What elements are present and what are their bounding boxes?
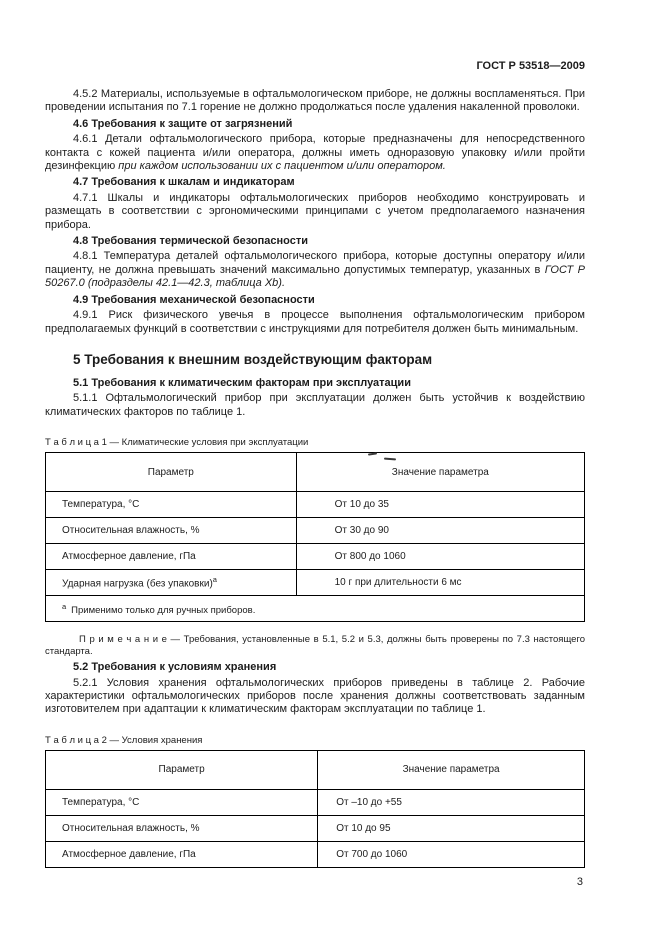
table-1-caption: [45, 437, 585, 448]
table-row: [46, 544, 585, 570]
parameter-cell: Температура, °С: [46, 492, 297, 518]
paragraph-5-2-1: 5.2.1 Условия хранения офтальмологических приборов приведены в таблице 2. Рабочие характеристики офтальмологических приборов после хранения должны соответствовать заданным изготовителем при адаптации к климатическим факторам эксплуатации по таблице 1.: [45, 676, 585, 716]
table-1-header-parameter: Параметр: [46, 453, 297, 492]
doc-number-header: ГОСТ Р 53518—2009: [476, 60, 585, 72]
heading-5-1: 5.1 Требования к климатическим факторам при эксплуатации: [73, 376, 411, 389]
note-label: П р и м е ч а н и е: [79, 634, 167, 646]
note-text: — Требования, установленные в 5.1, 5.2 и 5.3, должны быть проверены по 7.3 настоящего стандарта.: [45, 634, 585, 658]
table-row: [46, 570, 585, 596]
heading-section-5: 5 Требования к внешним воздействующим факторам: [73, 351, 433, 367]
table-2-caption-text: — Условия хранения: [106, 734, 203, 746]
value-cell: От 700 до 1060: [318, 841, 585, 867]
table-1: [45, 452, 585, 622]
value-cell: От 30 до 90: [296, 518, 584, 544]
footnote-marker: а: [62, 601, 67, 611]
value-cell: От 10 до 35: [296, 492, 584, 518]
heading-4-8: 4.8 Требования термической безопасности: [73, 235, 309, 248]
paragraph-4-6-1-text: 4.6.1 Детали офтальмологического прибора, которые предназначены для непосредственного контакта с кожей пациента и/или оператора, должны иметь одноразовую упаковку и/или пройти дезинфекцию: [45, 133, 585, 173]
value-cell: От 10 до 95: [318, 815, 585, 841]
parameter-cell: [46, 570, 297, 596]
table-row: [46, 789, 585, 815]
table-2-header-parameter: Параметр: [46, 750, 318, 789]
table-row: [46, 596, 585, 622]
footnote-marker: а: [212, 575, 217, 585]
parameter-cell: Атмосферное давление, гПа: [46, 841, 318, 867]
heading-4-6: 4.6 Требования к защите от загрязнений: [73, 117, 293, 130]
heading-5-2: 5.2 Требования к условиям хранения: [73, 661, 277, 674]
paragraph-4-8-1: [45, 250, 585, 290]
page-number: 3: [576, 876, 583, 888]
table-row: [46, 492, 585, 518]
paragraph-4-7-1: 4.7.1 Шкалы и индикаторы офтальмологических приборов необходимо конструировать и размещать в соответствии с эргономическими принципами с учетом предполагаемого назначения прибора.: [45, 191, 585, 231]
table-2-caption-label: Т а б л и ц а 2: [45, 734, 107, 746]
note-block: [45, 634, 585, 658]
heading-4-9: 4.9 Требования механической безопасности: [73, 293, 315, 306]
table-row: [46, 453, 585, 492]
paragraph-4-5-2: 4.5.2 Материалы, используемые в офтальмологическом приборе, не должны воспламеняться. При проведении испытания по 7.1 горение не должно продолжаться после удаления накаленной проволоки.: [45, 88, 585, 114]
table-row: [46, 518, 585, 544]
parameter-cell: Относительная влажность, %: [46, 518, 297, 544]
table-2-header-value: Значение параметра: [318, 750, 585, 789]
parameter-cell: Атмосферное давление, гПа: [46, 544, 297, 570]
value-cell: 10 г при длительности 6 мс: [296, 570, 584, 596]
table-row: [46, 750, 585, 789]
table-1-caption-label: Т а б л и ц а 1: [45, 437, 107, 449]
parameter-cell: Температура, °С: [46, 789, 318, 815]
table-2: [45, 750, 585, 868]
paragraph-5-1-1: 5.1.1 Офтальмологический прибор при эксплуатации должен быть устойчив к воздействию климатических факторов по таблице 1.: [45, 392, 585, 418]
value-cell: От 800 до 1060: [296, 544, 584, 570]
table-2-caption: [45, 735, 585, 746]
table-row: [46, 841, 585, 867]
paragraph-4-6-1-italic-text: при каждом использовании их с пациентом и/или оператором.: [118, 160, 446, 173]
parameter-cell: Относительная влажность, %: [46, 815, 318, 841]
table-row: [46, 815, 585, 841]
paragraph-4-6-1: [45, 133, 585, 173]
parameter-text: Ударная нагрузка (без упаковки): [62, 578, 213, 590]
paragraph-4-8-1-italic-text: ГОСТ Р 50267.0 (подразделы 42.1—42.3, таблица Xb).: [45, 263, 585, 290]
table-1-header-value: Значение параметра: [296, 453, 584, 492]
table-1-caption-text: — Климатические условия при эксплуатации: [106, 437, 309, 449]
paragraph-4-8-1-text: 4.8.1 Температура деталей офтальмологического прибора, которые доступны оператору и/или пациенту, не должна превышать значений максимально допустимых температур, указанных в: [45, 250, 585, 276]
paragraph-4-9-1: 4.9.1 Риск физического увечья в процессе выполнения офтальмологическим прибором предполагаемых функций в соответствии с инструкциями для потребителя должен быть минимальным.: [45, 309, 585, 335]
footnote-text: Применимо только для ручных приборов.: [71, 604, 256, 616]
table-1-footnote: [46, 596, 585, 622]
value-cell: От –10 до +55: [318, 789, 585, 815]
heading-4-7: 4.7 Требования к шкалам и индикаторам: [73, 176, 295, 189]
